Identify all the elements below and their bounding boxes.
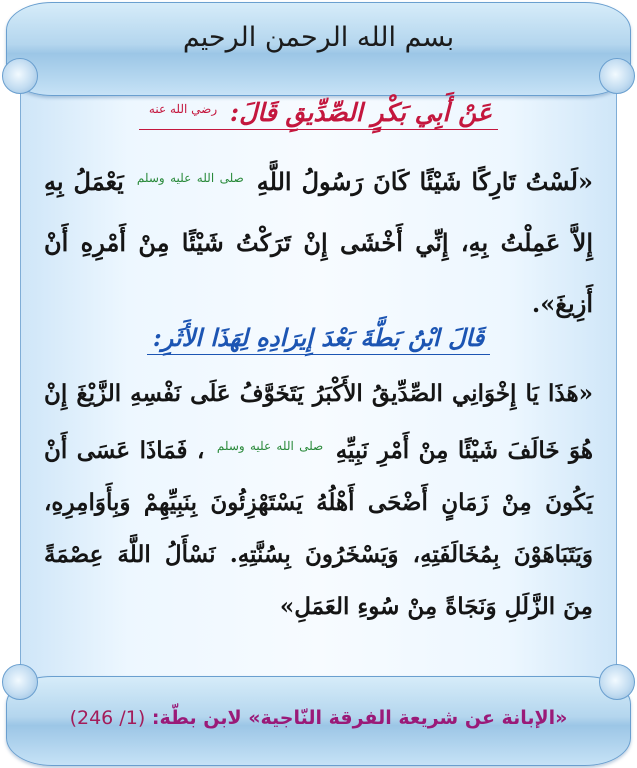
source-reference: (1/ 246) xyxy=(69,707,146,729)
salawat-mark: صلى الله عليه وسلم xyxy=(136,171,244,185)
section1-quote xyxy=(44,148,593,334)
section1-title: عَنْ أَبِي بَكْرٍ الصِّدِّيقِ قَالَ: xyxy=(229,98,493,127)
scroll-curl-bottom-right xyxy=(599,664,635,700)
section2-heading xyxy=(0,323,637,355)
bismillah-calligraphy: بسم الله الرحمن الرحيم xyxy=(182,22,455,53)
section2-heading-underline xyxy=(147,323,490,355)
scroll-curl-top-left xyxy=(2,58,38,94)
section1-text-before: «لَسْتُ تَارِكًا شَيْئًا كَانَ رَسُولُ اللَّهِ xyxy=(256,167,593,196)
scroll-curl-top-right xyxy=(599,58,635,94)
section1-heading-underline xyxy=(139,98,498,130)
source-citation xyxy=(0,707,637,729)
section2-text-after: ، فَمَاذَا عَسَى أَنْ يَكُونَ مِنْ زَمَانٍ أَضْحَى أَهْلُهُ يَسْتَهْزِئُونَ بِنَبِيِّهِمْ وَبِأَوَامِرِهِ، وَيَتَبَاهَوْنَ بِمُخَالَفَتِهِ، وَيَسْخَرُونَ بِسُنَّتِهِ. نَسْأَلُ اللَّهَ عِصْمَةً مِنَ الزَّلَلِ وَنَجَاةً مِنْ سُوءِ العَمَلِ» xyxy=(44,437,593,620)
scroll-curl-bottom-left xyxy=(2,664,38,700)
salawat-mark-2: صلى الله عليه وسلم xyxy=(216,439,324,453)
section1-heading xyxy=(0,98,637,130)
source-title: «الإبانة عن شريعة الفرقة النّاجية» لابن بطّة: xyxy=(151,707,568,729)
section2-title: قَالَ ابْنُ بَطَّةَ بَعْدَ إِيرَادِهِ لِهَذَا الأَثَرِ: xyxy=(152,323,485,352)
section2-text-before: «هَذَا يَا إِخْوَانِي الصِّدِّيقُ الأَكْبَرُ يَتَخَوَّفُ عَلَى نَفْسِهِ الزَّيْغَ إِنْ هُوَ خَالَفَ شَيْئًا مِنْ أَمْرِ نَبِيِّهِ xyxy=(44,380,594,464)
honorific-mark: رضي الله عنه xyxy=(148,102,218,116)
section2-quote xyxy=(44,368,593,633)
section1-text-after: يَعْمَلُ بِهِ إِلاَّ عَمِلْتُ بِهِ، إِنِّي أَخْشَى إِنْ تَرَكْتُ شَيْئًا مِنْ أَمْرِهِ أَنْ أَزِيغَ». xyxy=(44,167,593,318)
